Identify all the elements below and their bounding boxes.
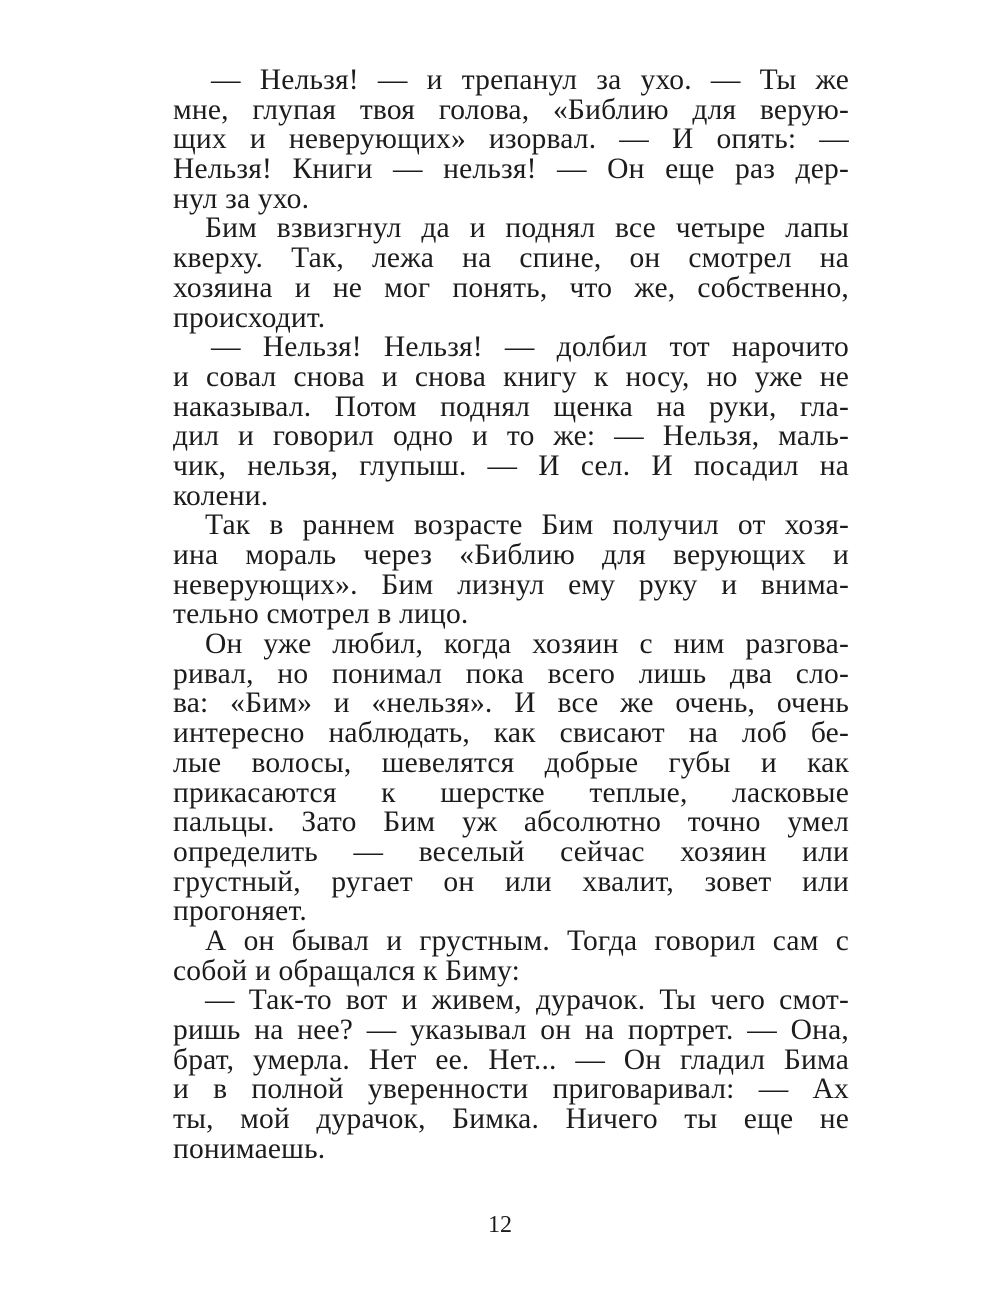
paragraph	[173, 924, 849, 987]
text-line: тельно смотрел в лицо.	[173, 598, 469, 631]
text-line: определить — веселый сейчас хозяин или	[173, 835, 849, 868]
text-line: дил и говорил одно и то же: — Нельзя, маль-	[173, 420, 849, 453]
text-line: мне, глупая твоя голова, «Библию для верую-	[173, 93, 849, 126]
text-line: происходит.	[173, 301, 326, 334]
text-line: ва: «Бим» и «нельзя». И все же очень, очень	[173, 687, 849, 720]
text-line: ришь на нее? — указывал он на портрет. — Она,	[173, 1014, 849, 1046]
text-line: понимаешь.	[173, 1132, 326, 1165]
paragraph	[173, 333, 849, 511]
text-line: А он бывал и грустным. Тогда говорил сам с	[205, 924, 849, 957]
text-line: хозяина и не мог понять, что же, собственно,	[173, 271, 849, 304]
text-line: и в полной уверенности приговаривал: — Ах	[173, 1073, 849, 1106]
paragraph	[173, 66, 849, 214]
text-line: грустный, ругает он или хвалит, зовет или	[173, 865, 849, 898]
text-line: чик, нельзя, глупыш. — И сел. И посадил на	[173, 449, 849, 482]
paragraph	[173, 214, 849, 333]
text-line: собой и обращался к Биму:	[173, 954, 521, 987]
text-line: ина мораль через «Библию для верующих и	[173, 539, 849, 571]
text-line: Так в раннем возрасте Бим получил от хозя-	[205, 509, 849, 542]
text-line: — Нельзя! — и трепанул за ухо. — Ты же	[211, 64, 849, 96]
page-number: 12	[488, 1212, 512, 1238]
text-line: прогоняет.	[173, 895, 307, 928]
text-line: нул за ухо.	[173, 182, 310, 215]
text-line: Нельзя! Книги — нельзя! — Он еще раз дер-	[173, 153, 849, 186]
text-line: Бим взвизгнул да и поднял все четыре лапы	[205, 212, 849, 245]
text-line: пальцы. Зато Бим уж абсолютно точно умел	[173, 806, 849, 839]
paragraph	[173, 511, 849, 630]
text-line: щих и неверующих» изорвал. — И опять: —	[173, 123, 849, 156]
text-line: и совал снова и снова книгу к носу, но уже не	[173, 360, 849, 393]
text-line: интересно наблюдать, как свисают на лоб бе-	[173, 717, 849, 750]
text-line: колени.	[173, 479, 269, 512]
text-line: лые волосы, шевелятся добрые губы и как	[173, 746, 849, 779]
text-line: Он уже любил, когда хозяин с ним разгова-	[205, 628, 849, 661]
paragraph	[173, 630, 849, 927]
text-line: ты, мой дурачок, Бимка. Ничего ты еще не	[173, 1103, 849, 1136]
text-line: — Так-то вот и живем, дурачок. Ты чего смот-	[205, 984, 849, 1017]
paragraph	[173, 986, 849, 1164]
text-line: — Нельзя! Нельзя! — долбил тот нарочито	[211, 331, 849, 364]
text-line: неверующих». Бим лизнул ему руку и внима-	[173, 568, 849, 601]
book-page-text	[173, 66, 849, 1164]
text-line: кверху. Так, лежа на спине, он смотрел на	[173, 242, 849, 275]
text-line: брат, умерла. Нет ее. Нет... — Он гладил Бима	[173, 1043, 849, 1076]
text-line: ривал, но понимал пока всего лишь два сло-	[173, 657, 849, 690]
text-line: наказывал. Потом поднял щенка на руки, гла-	[173, 390, 849, 423]
text-line: прикасаются к шерстке теплые, ласковые	[173, 776, 849, 809]
